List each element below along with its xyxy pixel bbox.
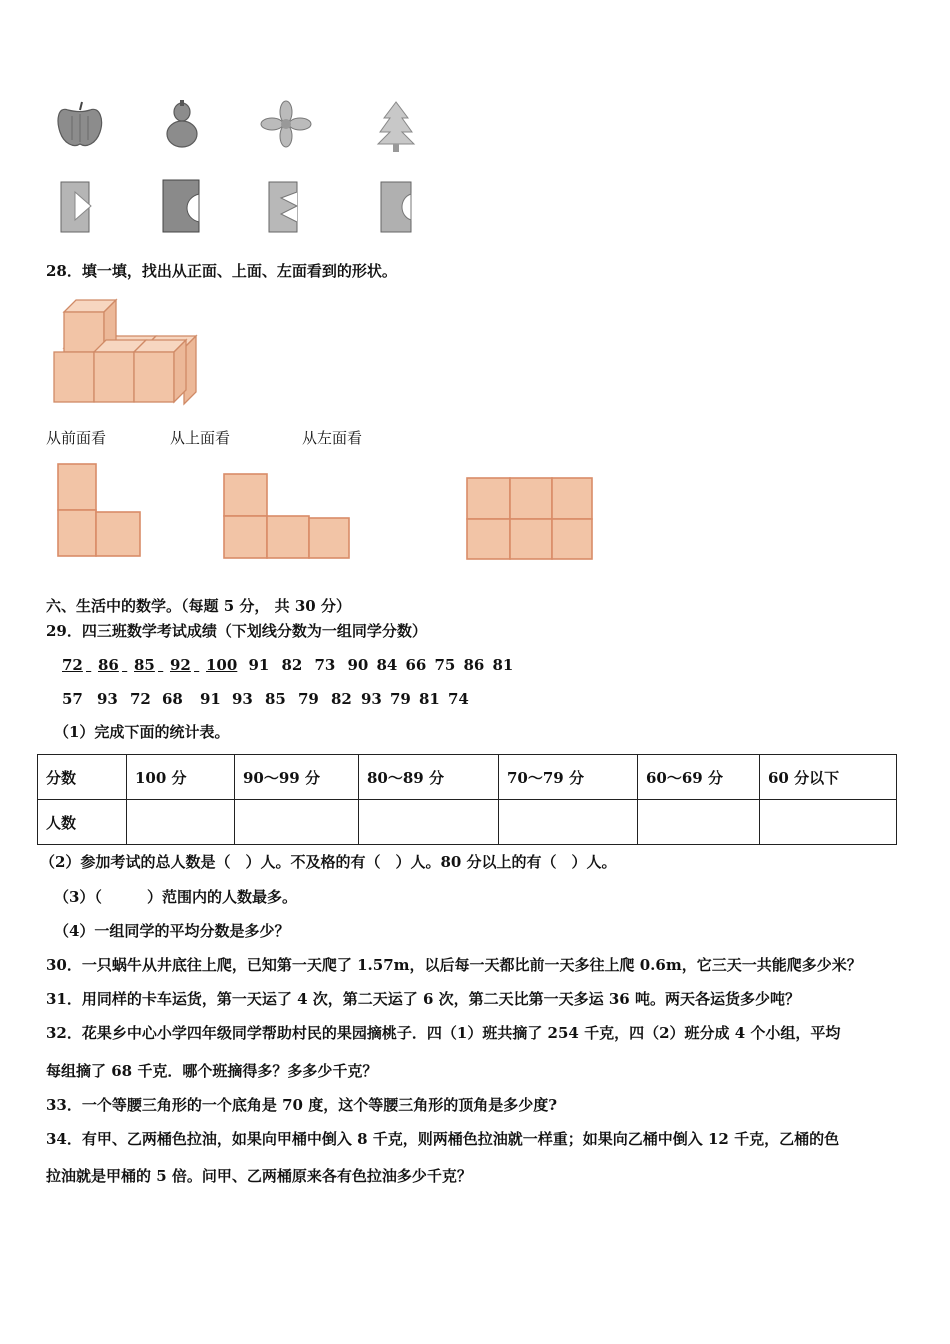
q32-line1: 32．花果乡中心小学四年级同学帮助村民的果园摘桃子．四（1）班共摘了 254 千克，四（2）班分成 4 个小组，平均 [46,1024,841,1042]
gourd-cutout-icon [167,100,197,147]
score: 86 [463,656,485,674]
score: 72 [62,656,83,674]
blank-cell[interactable] [760,800,897,845]
cube-stack-figure [50,294,210,406]
scores-row1 [62,655,521,675]
table-header-cell: 70～79 分 [499,755,638,800]
blank-cell[interactable] [638,800,760,845]
folded-paper-1-icon [61,182,91,232]
score: 85 [134,656,155,674]
q29-sub4: （4）一组同学的平均分数是多少？ [54,922,290,940]
top-view-shape [220,470,354,562]
score: 72 [130,690,151,708]
flower-cutout-icon [261,101,311,147]
score: 79 [390,690,411,708]
score: 82 [331,690,352,708]
cutout-shapes-row2 [55,176,425,236]
score: 84 [376,656,398,674]
score: 57 [62,690,83,708]
score: 93 [232,690,253,708]
front-view-shape [54,462,146,560]
score: 81 [419,690,440,708]
table-header-cell: 分数 [38,755,127,800]
score: 82 [281,656,303,674]
label-top-view: 从上面看 [170,429,231,447]
table-header-cell: 60～69 分 [638,755,760,800]
label-left-view: 从左面看 [302,429,363,447]
blank-cell[interactable] [499,800,638,845]
blank-cell[interactable] [359,800,499,845]
score: 68 [162,690,183,708]
score: 79 [298,690,319,708]
table-header-cell: 80～89 分 [359,755,499,800]
score: 93 [97,690,118,708]
score: 73 [314,656,336,674]
score: 74 [448,690,469,708]
table-row-label: 人数 [38,800,127,845]
score: 91 [248,656,270,674]
score: 66 [405,656,427,674]
score-statistics-table [37,754,897,845]
q34-line1: 34．有甲、乙两桶色拉油，如果向甲桶中倒入 8 千克，则两桶色拉油就一样重；如果向乙桶中倒入 12 千克，乙桶的色 [46,1130,840,1148]
score: 93 [361,690,382,708]
q33-text: 33．一个等腰三角形的一个底角是 70 度，这个等腰三角形的顶角是多少度? [46,1096,557,1114]
score: 100 [206,656,238,674]
q29-sub3: （3）（ ）范围内的人数最多。 [54,888,297,906]
q28-title: 28．填一填，找出从正面、上面、左面看到的形状。 [46,262,397,280]
folded-paper-2-icon [163,180,199,232]
left-view-shape [463,474,597,564]
q30-text: 30．一只蜗牛从井底往上爬，已知第一天爬了 1.57m，以后每一天都比前一天多往上爬 0.6m，它三天一共能爬多少米？ [46,956,862,974]
blank-cell[interactable] [127,800,235,845]
q31-text: 31．用同样的卡车运货，第一天运了 4 次，第二天运了 6 次，第二天比第一天多运 36 吨。两天各运货多少吨？ [46,990,800,1008]
score: 75 [434,656,456,674]
scores-row2 [62,689,477,709]
score: 85 [265,690,286,708]
section6-title: 六、生活中的数学。（每题 5 分， 共 30 分） [46,597,351,615]
cutout-shapes-row1 [50,98,430,158]
score: 92 [170,656,191,674]
q34-line2: 拉油就是甲桶的 5 倍。问甲、乙两桶原来各有色拉油多少千克？ [46,1167,472,1185]
table-header-row [38,755,897,800]
table-header-cell: 90～99 分 [235,755,359,800]
score: 81 [492,656,514,674]
folded-paper-3-icon [269,182,297,232]
score: 91 [200,690,221,708]
q29-sub2: （2）参加考试的总人数是（ ）人。不及格的有（ ）人。80 分以上的有（ ）人。 [40,853,617,871]
table-header-cell: 100 分 [127,755,235,800]
label-front-view: 从前面看 [46,429,107,447]
q29-sub1: （1）完成下面的统计表。 [54,723,230,741]
folded-paper-4-icon [381,182,411,232]
score: 90 [347,656,369,674]
table-row [38,800,897,845]
blank-cell[interactable] [235,800,359,845]
score: 86 [98,656,119,674]
apple-cutout-icon [58,102,101,146]
table-header-cell: 60 分以下 [760,755,897,800]
q29-title: 29．四三班数学考试成绩（下划线分数为一组同学分数） [46,622,427,640]
q32-line2: 每组摘了 68 千克．哪个班摘得多？多多少千克？ [46,1062,378,1080]
tree-cutout-icon [378,102,414,152]
